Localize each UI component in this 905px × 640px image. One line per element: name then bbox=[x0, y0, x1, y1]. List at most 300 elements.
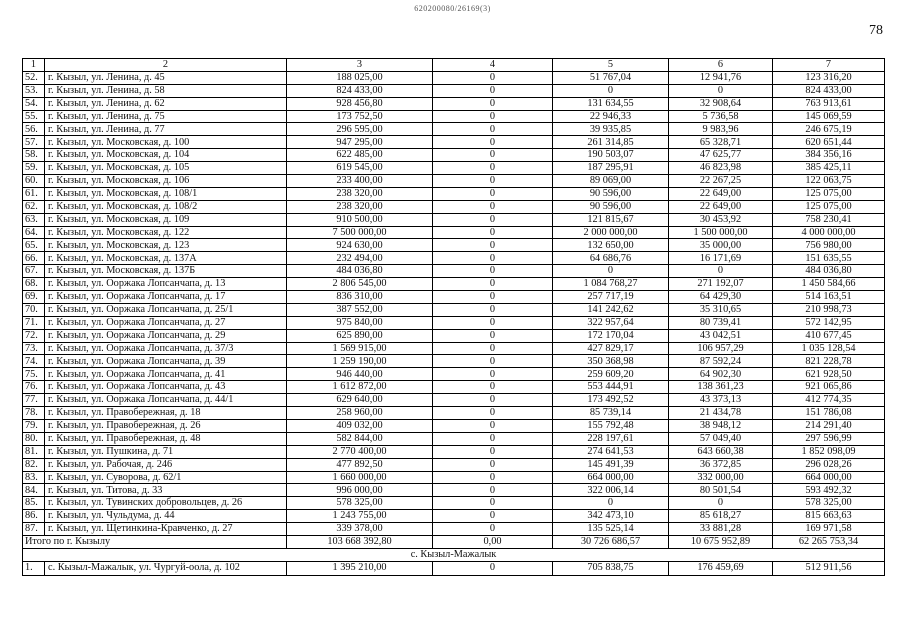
col-7-value: 123 316,20 bbox=[773, 71, 885, 84]
col-6-value: 22 649,00 bbox=[669, 200, 773, 213]
address: г. Кызыл, ул. Московская, д. 137Б bbox=[45, 265, 287, 278]
row-number: 61. bbox=[23, 187, 45, 200]
address: г. Кызыл, ул. Ооржака Лопсанчапа, д. 27 bbox=[45, 316, 287, 329]
row-number: 76. bbox=[23, 381, 45, 394]
address: г. Кызыл, ул. Ооржака Лопсанчапа, д. 39 bbox=[45, 355, 287, 368]
col-5-value: 51 767,04 bbox=[553, 71, 669, 84]
address: г. Кызыл, ул. Московская, д. 123 bbox=[45, 239, 287, 252]
total-cost: 188 025,00 bbox=[287, 71, 433, 84]
col-6-value: 35 000,00 bbox=[669, 239, 773, 252]
address: г. Кызыл, ул. Ленина, д. 45 bbox=[45, 71, 287, 84]
address: г. Кызыл, ул. Ленина, д. 75 bbox=[45, 110, 287, 123]
table-row bbox=[23, 419, 885, 432]
col-7-value: 1 852 098,09 bbox=[773, 445, 885, 458]
col-5-value: 131 634,55 bbox=[553, 97, 669, 110]
fund-share: 0 bbox=[433, 523, 553, 536]
col-6-value: 64 429,30 bbox=[669, 291, 773, 304]
total-cost: 1 259 190,00 bbox=[287, 355, 433, 368]
row-number: 67. bbox=[23, 265, 45, 278]
address: с. Кызыл-Мажалык, ул. Чургуй-оола, д. 102 bbox=[45, 561, 287, 575]
col-5-value: 172 170,04 bbox=[553, 329, 669, 342]
col-5-value: 2 000 000,00 bbox=[553, 226, 669, 239]
row-number: 73. bbox=[23, 342, 45, 355]
table-row bbox=[23, 510, 885, 523]
address: г. Кызыл, ул. Ооржака Лопсанчапа, д. 29 bbox=[45, 329, 287, 342]
address: г. Кызыл, ул. Суворова, д. 62/1 bbox=[45, 471, 287, 484]
col-7-value: 763 913,61 bbox=[773, 97, 885, 110]
address: г. Кызыл, ул. Московская, д. 105 bbox=[45, 162, 287, 175]
total-cost: 622 485,00 bbox=[287, 149, 433, 162]
col-5-value: 135 525,14 bbox=[553, 523, 669, 536]
total-cost: 625 890,00 bbox=[287, 329, 433, 342]
col-5-value: 322 957,64 bbox=[553, 316, 669, 329]
total-cost: 824 433,00 bbox=[287, 84, 433, 97]
fund-share: 0 bbox=[433, 265, 553, 278]
table-row bbox=[23, 252, 885, 265]
col-6-value: 36 372,85 bbox=[669, 458, 773, 471]
col-7-value: 412 774,35 bbox=[773, 394, 885, 407]
col-5-value: 187 295,91 bbox=[553, 162, 669, 175]
fund-share: 0 bbox=[433, 355, 553, 368]
col-6-value: 57 049,40 bbox=[669, 432, 773, 445]
col-6-value: 47 625,77 bbox=[669, 149, 773, 162]
col-5-value: 274 641,53 bbox=[553, 445, 669, 458]
fund-share: 0 bbox=[433, 316, 553, 329]
address: г. Кызыл, ул. Ленина, д. 58 bbox=[45, 84, 287, 97]
table-row bbox=[23, 484, 885, 497]
total-cost: 238 320,00 bbox=[287, 187, 433, 200]
col-7-value: 246 675,19 bbox=[773, 123, 885, 136]
col-5-value: 190 503,07 bbox=[553, 149, 669, 162]
total-cost: 947 295,00 bbox=[287, 136, 433, 149]
col-5-value: 257 717,19 bbox=[553, 291, 669, 304]
table-row bbox=[23, 291, 885, 304]
col-7-value: 484 036,80 bbox=[773, 265, 885, 278]
document-id: 620200080/26169(3) bbox=[414, 4, 491, 13]
col-7-value: 593 492,32 bbox=[773, 484, 885, 497]
address: г. Кызыл, ул. Московская, д. 100 bbox=[45, 136, 287, 149]
table-row bbox=[23, 265, 885, 278]
col-7-value: 4 000 000,00 bbox=[773, 226, 885, 239]
fund-share: 0 bbox=[433, 510, 553, 523]
table-row bbox=[23, 523, 885, 536]
col-5-value: 0 bbox=[553, 84, 669, 97]
row-number: 72. bbox=[23, 329, 45, 342]
total-cost: 975 840,00 bbox=[287, 316, 433, 329]
col-5-value: 85 739,14 bbox=[553, 407, 669, 420]
row-number: 58. bbox=[23, 149, 45, 162]
table-row bbox=[23, 226, 885, 239]
fund-share: 0 bbox=[433, 97, 553, 110]
address: г. Кызыл, ул. Рабочая, д. 246 bbox=[45, 458, 287, 471]
fund-share: 0 bbox=[433, 445, 553, 458]
total-value: 62 265 753,34 bbox=[773, 535, 885, 548]
total-cost: 477 892,50 bbox=[287, 458, 433, 471]
fund-share: 0 bbox=[433, 497, 553, 510]
table-row bbox=[23, 149, 885, 162]
col-7-value: 578 325,00 bbox=[773, 497, 885, 510]
row-number: 54. bbox=[23, 97, 45, 110]
col-6-value: 33 881,28 bbox=[669, 523, 773, 536]
total-cost: 296 595,00 bbox=[287, 123, 433, 136]
fund-share: 0 bbox=[433, 252, 553, 265]
total-row bbox=[23, 535, 885, 548]
col-7-value: 1 450 584,66 bbox=[773, 278, 885, 291]
row-number: 81. bbox=[23, 445, 45, 458]
col-7-value: 297 596,99 bbox=[773, 432, 885, 445]
col-5-value: 145 491,39 bbox=[553, 458, 669, 471]
col-7-value: 125 075,00 bbox=[773, 187, 885, 200]
column-header: 4 bbox=[433, 59, 553, 72]
fund-share: 0 bbox=[433, 291, 553, 304]
col-7-value: 756 980,00 bbox=[773, 239, 885, 252]
col-7-value: 214 291,40 bbox=[773, 419, 885, 432]
total-cost: 173 752,50 bbox=[287, 110, 433, 123]
col-7-value: 514 163,51 bbox=[773, 291, 885, 304]
address: г. Кызыл, ул. Ленина, д. 62 bbox=[45, 97, 287, 110]
col-7-value: 921 065,86 bbox=[773, 381, 885, 394]
col-6-value: 12 941,76 bbox=[669, 71, 773, 84]
table-row bbox=[23, 355, 885, 368]
row-number: 78. bbox=[23, 407, 45, 420]
row-number: 64. bbox=[23, 226, 45, 239]
table-row bbox=[23, 110, 885, 123]
row-number: 74. bbox=[23, 355, 45, 368]
address: г. Кызыл, ул. Ооржака Лопсанчапа, д. 25/1 bbox=[45, 303, 287, 316]
table-row bbox=[23, 497, 885, 510]
col-5-value: 132 650,00 bbox=[553, 239, 669, 252]
row-number: 1. bbox=[23, 561, 45, 575]
column-header: 3 bbox=[287, 59, 433, 72]
col-6-value: 5 736,58 bbox=[669, 110, 773, 123]
fund-share: 0 bbox=[433, 407, 553, 420]
col-5-value: 22 946,33 bbox=[553, 110, 669, 123]
total-cost: 238 320,00 bbox=[287, 200, 433, 213]
total-label: Итого по г. Кызылу bbox=[23, 535, 287, 548]
col-7-value: 384 356,16 bbox=[773, 149, 885, 162]
col-6-value: 1 500 000,00 bbox=[669, 226, 773, 239]
table-row bbox=[23, 432, 885, 445]
col-5-value: 322 006,14 bbox=[553, 484, 669, 497]
col-6-value: 0 bbox=[669, 84, 773, 97]
address: г. Кызыл, ул. Ооржака Лопсанчапа, д. 41 bbox=[45, 368, 287, 381]
address: г. Кызыл, ул. Ооржака Лопсанчапа, д. 43 bbox=[45, 381, 287, 394]
address: г. Кызыл, ул. Московская, д. 104 bbox=[45, 149, 287, 162]
col-7-value: 151 635,55 bbox=[773, 252, 885, 265]
total-cost: 578 325,00 bbox=[287, 497, 433, 510]
address: г. Кызыл, ул. Титова, д. 33 bbox=[45, 484, 287, 497]
row-number: 60. bbox=[23, 175, 45, 188]
column-header: 1 bbox=[23, 59, 45, 72]
total-cost: 996 000,00 bbox=[287, 484, 433, 497]
table-row bbox=[23, 175, 885, 188]
total-cost: 1 569 915,00 bbox=[287, 342, 433, 355]
col-6-value: 35 310,65 bbox=[669, 303, 773, 316]
col-5-value: 259 609,20 bbox=[553, 368, 669, 381]
table-row bbox=[23, 97, 885, 110]
table-row bbox=[23, 136, 885, 149]
col-7-value: 512 911,56 bbox=[773, 561, 885, 575]
col-6-value: 85 618,27 bbox=[669, 510, 773, 523]
row-number: 66. bbox=[23, 252, 45, 265]
col-6-value: 0 bbox=[669, 497, 773, 510]
total-cost: 339 378,00 bbox=[287, 523, 433, 536]
table-row bbox=[23, 342, 885, 355]
col-7-value: 210 998,73 bbox=[773, 303, 885, 316]
column-header: 6 bbox=[669, 59, 773, 72]
fund-share: 0 bbox=[433, 187, 553, 200]
row-number: 75. bbox=[23, 368, 45, 381]
col-7-value: 122 063,75 bbox=[773, 175, 885, 188]
column-header: 7 bbox=[773, 59, 885, 72]
col-6-value: 87 592,24 bbox=[669, 355, 773, 368]
total-cost: 409 032,00 bbox=[287, 419, 433, 432]
fund-share: 0 bbox=[433, 484, 553, 497]
fund-share: 0 bbox=[433, 419, 553, 432]
address: г. Кызыл, ул. Ооржака Лопсанчапа, д. 17 bbox=[45, 291, 287, 304]
col-5-value: 155 792,48 bbox=[553, 419, 669, 432]
fund-share: 0 bbox=[433, 149, 553, 162]
page-number: 78 bbox=[869, 23, 883, 38]
fund-share: 0 bbox=[433, 175, 553, 188]
table-row bbox=[23, 458, 885, 471]
table-row bbox=[23, 561, 885, 575]
fund-share: 0 bbox=[433, 136, 553, 149]
fund-share: 0 bbox=[433, 561, 553, 575]
col-5-value: 228 197,61 bbox=[553, 432, 669, 445]
row-number: 77. bbox=[23, 394, 45, 407]
col-6-value: 9 983,96 bbox=[669, 123, 773, 136]
col-5-value: 39 935,85 bbox=[553, 123, 669, 136]
col-7-value: 385 425,11 bbox=[773, 162, 885, 175]
total-cost: 924 630,00 bbox=[287, 239, 433, 252]
fund-share: 0 bbox=[433, 226, 553, 239]
table-row bbox=[23, 200, 885, 213]
row-number: 86. bbox=[23, 510, 45, 523]
row-number: 59. bbox=[23, 162, 45, 175]
fund-share: 0 bbox=[433, 432, 553, 445]
col-7-value: 410 677,45 bbox=[773, 329, 885, 342]
col-6-value: 80 501,54 bbox=[669, 484, 773, 497]
fund-share: 0 bbox=[433, 278, 553, 291]
total-cost: 1 660 000,00 bbox=[287, 471, 433, 484]
row-number: 63. bbox=[23, 213, 45, 226]
total-cost: 2 770 400,00 bbox=[287, 445, 433, 458]
total-cost: 232 494,00 bbox=[287, 252, 433, 265]
fund-share: 0 bbox=[433, 394, 553, 407]
table-row bbox=[23, 407, 885, 420]
col-6-value: 22 267,25 bbox=[669, 175, 773, 188]
address: г. Кызыл, ул. Ленина, д. 77 bbox=[45, 123, 287, 136]
row-number: 68. bbox=[23, 278, 45, 291]
col-7-value: 145 069,59 bbox=[773, 110, 885, 123]
table-row bbox=[23, 316, 885, 329]
row-number: 53. bbox=[23, 84, 45, 97]
col-5-value: 553 444,91 bbox=[553, 381, 669, 394]
fund-share: 0 bbox=[433, 471, 553, 484]
total-cost: 484 036,80 bbox=[287, 265, 433, 278]
address: г. Кызыл, ул. Правобережная, д. 26 bbox=[45, 419, 287, 432]
col-6-value: 43 373,13 bbox=[669, 394, 773, 407]
fund-share: 0 bbox=[433, 71, 553, 84]
address: г. Кызыл, ул. Московская, д. 109 bbox=[45, 213, 287, 226]
col-5-value: 173 492,52 bbox=[553, 394, 669, 407]
address: г. Кызыл, ул. Правобережная, д. 48 bbox=[45, 432, 287, 445]
col-5-value: 121 815,67 bbox=[553, 213, 669, 226]
address: г. Кызыл, ул. Тувинских добровольцев, д. 26 bbox=[45, 497, 287, 510]
col-5-value: 141 242,62 bbox=[553, 303, 669, 316]
address: г. Кызыл, ул. Московская, д. 108/2 bbox=[45, 200, 287, 213]
row-number: 56. bbox=[23, 123, 45, 136]
col-5-value: 90 596,00 bbox=[553, 200, 669, 213]
total-cost: 233 400,00 bbox=[287, 175, 433, 188]
address: г. Кызыл, ул. Щетинкина-Кравченко, д. 27 bbox=[45, 523, 287, 536]
col-7-value: 758 230,41 bbox=[773, 213, 885, 226]
row-number: 71. bbox=[23, 316, 45, 329]
col-5-value: 89 069,00 bbox=[553, 175, 669, 188]
fund-share: 0 bbox=[433, 303, 553, 316]
col-6-value: 0 bbox=[669, 265, 773, 278]
col-7-value: 169 971,58 bbox=[773, 523, 885, 536]
row-number: 52. bbox=[23, 71, 45, 84]
fund-share: 0 bbox=[433, 458, 553, 471]
row-number: 87. bbox=[23, 523, 45, 536]
column-header: 5 bbox=[553, 59, 669, 72]
table-row bbox=[23, 471, 885, 484]
row-number: 80. bbox=[23, 432, 45, 445]
fund-share: 0 bbox=[433, 329, 553, 342]
col-6-value: 46 823,98 bbox=[669, 162, 773, 175]
fund-share: 0 bbox=[433, 123, 553, 136]
total-cost: 258 960,00 bbox=[287, 407, 433, 420]
fund-share: 0 bbox=[433, 381, 553, 394]
col-5-value: 664 000,00 bbox=[553, 471, 669, 484]
fund-share: 0 bbox=[433, 342, 553, 355]
col-5-value: 90 596,00 bbox=[553, 187, 669, 200]
col-6-value: 80 739,41 bbox=[669, 316, 773, 329]
col-6-value: 138 361,23 bbox=[669, 381, 773, 394]
table-row bbox=[23, 123, 885, 136]
col-7-value: 815 663,63 bbox=[773, 510, 885, 523]
table-row bbox=[23, 278, 885, 291]
total-value: 103 668 392,80 bbox=[287, 535, 433, 548]
col-6-value: 38 948,12 bbox=[669, 419, 773, 432]
row-number: 83. bbox=[23, 471, 45, 484]
col-6-value: 643 660,38 bbox=[669, 445, 773, 458]
table-row bbox=[23, 445, 885, 458]
col-6-value: 43 042,51 bbox=[669, 329, 773, 342]
row-number: 62. bbox=[23, 200, 45, 213]
col-7-value: 821 228,78 bbox=[773, 355, 885, 368]
table-row bbox=[23, 162, 885, 175]
address: г. Кызыл, ул. Ооржака Лопсанчапа, д. 37/3 bbox=[45, 342, 287, 355]
row-number: 65. bbox=[23, 239, 45, 252]
fund-share: 0 bbox=[433, 110, 553, 123]
total-cost: 1 612 872,00 bbox=[287, 381, 433, 394]
total-cost: 619 545,00 bbox=[287, 162, 433, 175]
section-header-row bbox=[23, 548, 885, 561]
fund-share: 0 bbox=[433, 213, 553, 226]
address: г. Кызыл, ул. Московская, д. 108/1 bbox=[45, 187, 287, 200]
col-5-value: 261 314,85 bbox=[553, 136, 669, 149]
row-number: 85. bbox=[23, 497, 45, 510]
address: г. Кызыл, ул. Московская, д. 122 bbox=[45, 226, 287, 239]
col-5-value: 0 bbox=[553, 497, 669, 510]
table-row bbox=[23, 381, 885, 394]
total-value: 0,00 bbox=[433, 535, 553, 548]
col-6-value: 30 453,92 bbox=[669, 213, 773, 226]
total-cost: 928 456,80 bbox=[287, 97, 433, 110]
total-cost: 1 395 210,00 bbox=[287, 561, 433, 575]
total-value: 30 726 686,57 bbox=[553, 535, 669, 548]
column-number-row bbox=[23, 59, 885, 72]
total-cost: 582 844,00 bbox=[287, 432, 433, 445]
fund-share: 0 bbox=[433, 239, 553, 252]
row-number: 84. bbox=[23, 484, 45, 497]
total-cost: 910 500,00 bbox=[287, 213, 433, 226]
row-number: 69. bbox=[23, 291, 45, 304]
table-row bbox=[23, 329, 885, 342]
col-6-value: 16 171,69 bbox=[669, 252, 773, 265]
col-7-value: 296 028,26 bbox=[773, 458, 885, 471]
fund-share: 0 bbox=[433, 84, 553, 97]
col-7-value: 151 786,08 bbox=[773, 407, 885, 420]
col-6-value: 176 459,69 bbox=[669, 561, 773, 575]
row-number: 82. bbox=[23, 458, 45, 471]
address: г. Кызыл, ул. Московская, д. 106 bbox=[45, 175, 287, 188]
total-value: 10 675 952,89 bbox=[669, 535, 773, 548]
col-7-value: 621 928,50 bbox=[773, 368, 885, 381]
col-6-value: 106 957,29 bbox=[669, 342, 773, 355]
column-header: 2 bbox=[45, 59, 287, 72]
data-table bbox=[22, 58, 885, 576]
table-row bbox=[23, 368, 885, 381]
col-7-value: 620 651,44 bbox=[773, 136, 885, 149]
total-cost: 836 310,00 bbox=[287, 291, 433, 304]
col-5-value: 64 686,76 bbox=[553, 252, 669, 265]
fund-share: 0 bbox=[433, 200, 553, 213]
total-cost: 7 500 000,00 bbox=[287, 226, 433, 239]
col-6-value: 65 328,71 bbox=[669, 136, 773, 149]
address: г. Кызыл, ул. Пушкина, д. 71 bbox=[45, 445, 287, 458]
col-7-value: 125 075,00 bbox=[773, 200, 885, 213]
table-row bbox=[23, 213, 885, 226]
col-7-value: 824 433,00 bbox=[773, 84, 885, 97]
table-row bbox=[23, 303, 885, 316]
col-6-value: 271 192,07 bbox=[669, 278, 773, 291]
table-row bbox=[23, 239, 885, 252]
col-7-value: 1 035 128,54 bbox=[773, 342, 885, 355]
total-cost: 946 440,00 bbox=[287, 368, 433, 381]
address: г. Кызыл, ул. Ооржака Лопсанчапа, д. 44/1 bbox=[45, 394, 287, 407]
total-cost: 2 806 545,00 bbox=[287, 278, 433, 291]
table-row bbox=[23, 71, 885, 84]
col-7-value: 572 142,95 bbox=[773, 316, 885, 329]
row-number: 70. bbox=[23, 303, 45, 316]
col-6-value: 22 649,00 bbox=[669, 187, 773, 200]
fund-share: 0 bbox=[433, 368, 553, 381]
total-cost: 1 243 755,00 bbox=[287, 510, 433, 523]
section-title: с. Кызыл-Мажалык bbox=[23, 548, 885, 561]
col-5-value: 342 473,10 bbox=[553, 510, 669, 523]
col-5-value: 427 829,17 bbox=[553, 342, 669, 355]
table-row bbox=[23, 394, 885, 407]
col-6-value: 32 908,64 bbox=[669, 97, 773, 110]
address: г. Кызыл, ул. Ооржака Лопсанчапа, д. 13 bbox=[45, 278, 287, 291]
total-cost: 629 640,00 bbox=[287, 394, 433, 407]
col-5-value: 705 838,75 bbox=[553, 561, 669, 575]
col-6-value: 64 902,30 bbox=[669, 368, 773, 381]
